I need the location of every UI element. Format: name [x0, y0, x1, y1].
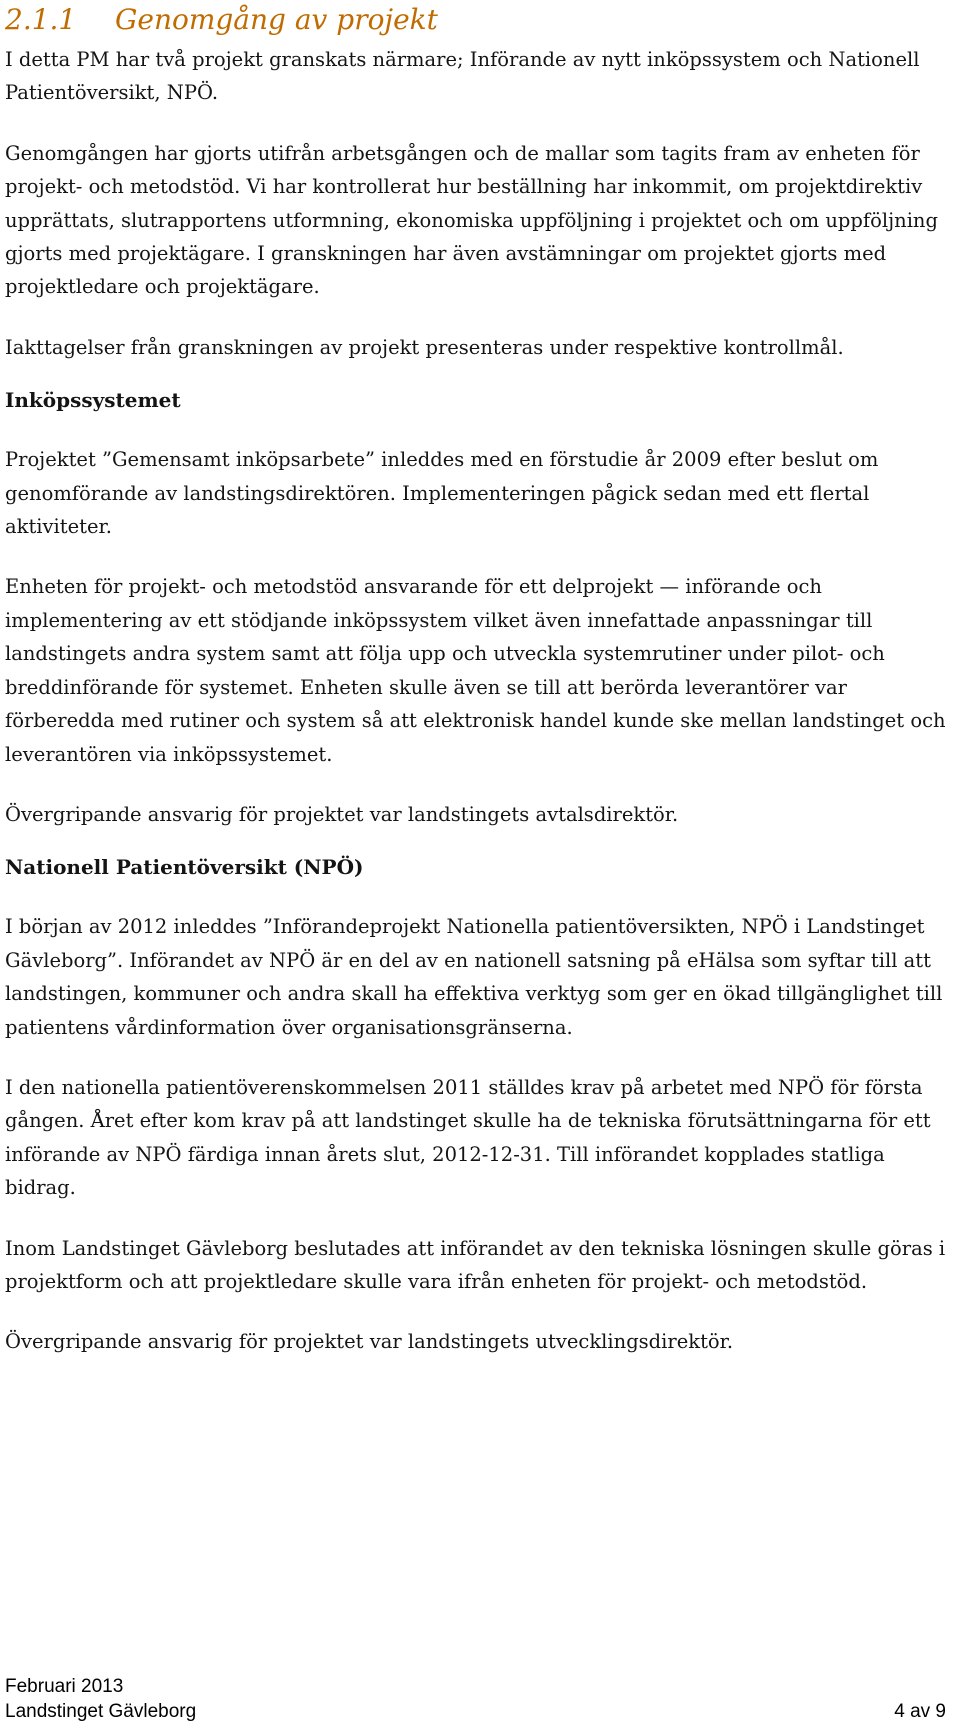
- npo-heading: Nationell Patientöversikt (NPÖ): [5, 855, 364, 880]
- inkop-heading: Inköpssystemet: [5, 388, 181, 413]
- footer-page-number: 4 av 9: [894, 1701, 946, 1722]
- intro-paragraph: I detta PM har två projekt granskats närmare; Införande av nytt inköpssystem och Nationell Patientöversikt, NPÖ.: [5, 48, 920, 105]
- section-number: 2.1.1: [5, 3, 77, 36]
- inkop-paragraph-2: Enheten för projekt- och metodstöd ansvarande för ett delprojekt — införande och implementering av ett stödjande inköpssystem vilket även innefattade anpassningar till landstingets andra system samt att följa upp och utveckla systemrutiner under pilot- och breddinförande för systemet. Enheten skulle även se till att berörda leverantörer var förberedda med rutiner och system så att elektronisk handel kunde ske mellan landstinget och leverantören via inköpssystemet.: [5, 575, 946, 766]
- footer-organization: Landstinget Gävleborg: [5, 1701, 197, 1722]
- observations-paragraph: Iakttagelser från granskningen av projekt presenteras under respektive kontrollmål.: [5, 335, 844, 359]
- section-title: Genomgång av projekt: [115, 3, 438, 36]
- method-paragraph: Genomgången har gjorts utifrån arbetsgången och de mallar som tagits fram av enheten för projekt- och metodstöd. Vi har kontrollerat hur beställning har inkommit, om projektdirektiv upprättats, slutrapportens utformning, ekonomiska uppföljning i projektet och om uppföljning gjorts med projektägare. I granskningen har även avstämningar om projektet gjorts med projektledare och projektägare.: [5, 141, 938, 299]
- npo-paragraph-2: I den nationella patientöverenskommelsen 2011 ställdes krav på arbetet med NPÖ för första gången. Året efter kom krav på att landstinget skulle ha de tekniska förutsättningarna för ett införande av NPÖ färdiga innan årets slut, 2012-12-31. Till införandet kopplades statliga bidrag.: [5, 1075, 931, 1200]
- footer-date: Februari 2013: [5, 1676, 124, 1697]
- npo-paragraph-4: Övergripande ansvarig för projektet var landstingets utvecklingsdirektör.: [5, 1330, 734, 1354]
- section-heading: [5, 0, 438, 40]
- document-body: [5, 43, 955, 1386]
- npo-paragraph-3: Inom Landstinget Gävleborg beslutades att införandet av den tekniska lösningen skulle göras i projektform och att projektledare skulle vara ifrån enheten för projekt- och metodstöd.: [5, 1236, 946, 1293]
- inkop-paragraph-1: Projektet ”Gemensamt inköpsarbete” inleddes med en förstudie år 2009 efter beslut om genomförande av landstingsdirektören. Implementeringen pågick sedan med ett flertal aktiviteter.: [5, 448, 879, 539]
- npo-paragraph-1: I början av 2012 inleddes ”Införandeprojekt Nationella patientöversikten, NPÖ i Landstinget Gävleborg”. Införandet av NPÖ är en del av en nationell satsning på eHälsa som syftar till att landstingen, kommuner och andra skall ha effektiva verktyg som ger en ökad tillgänglighet till patientens vårdinformation över organisationsgränserna.: [5, 915, 943, 1039]
- inkop-paragraph-3: Övergripande ansvarig för projektet var landstingets avtalsdirektör.: [5, 802, 679, 826]
